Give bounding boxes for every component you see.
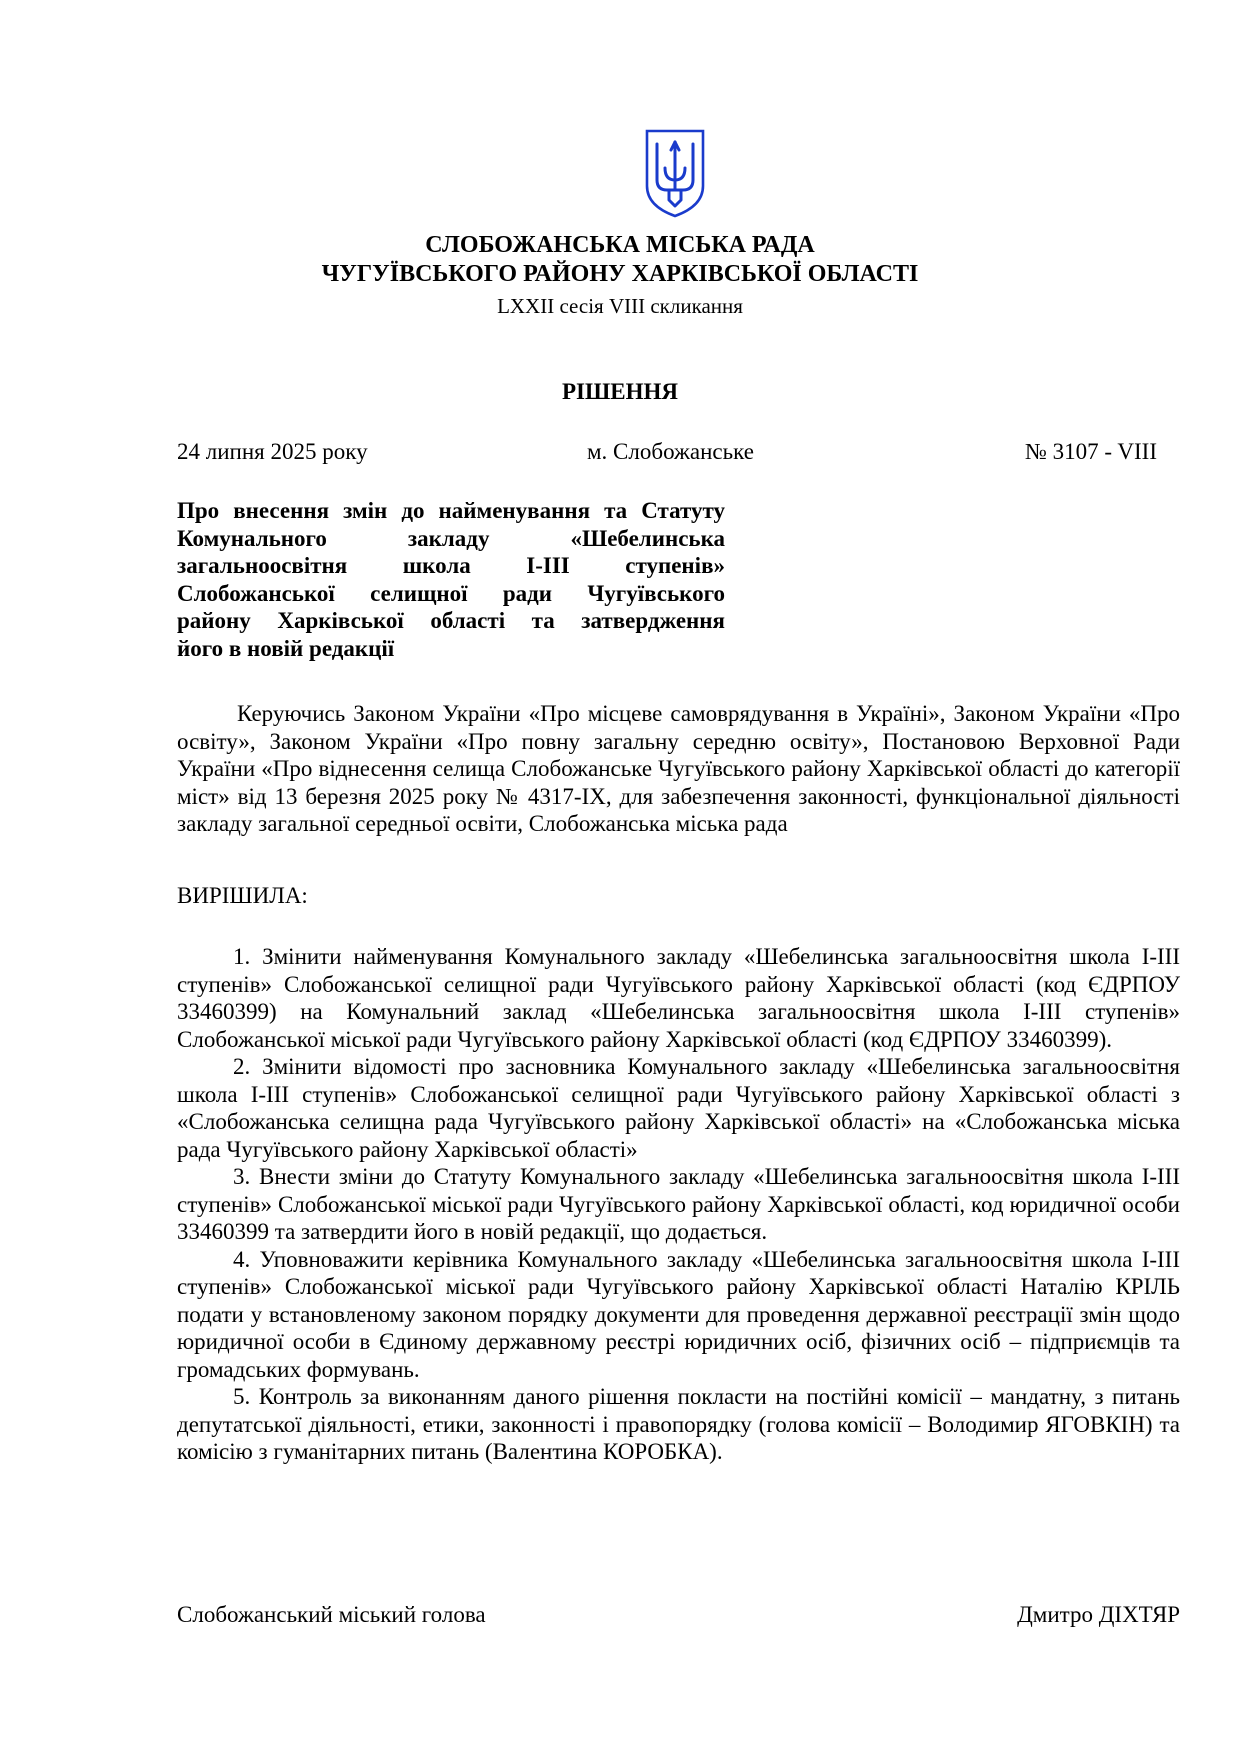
subject-line: Про внесення змін до найменування та Статуту — [177, 498, 725, 523]
signatory-name: Дмитро ДІХТЯР — [1017, 1602, 1180, 1627]
decision-date: 24 липня 2025 року — [177, 439, 368, 464]
council-name: СЛОБОЖАНСЬКА МІСЬКА РАДА — [425, 232, 815, 258]
document-title: РІШЕННЯ — [562, 379, 678, 404]
preamble-paragraph: Керуючись Законом України «Про місцеве самоврядування в Україні», Законом України «Про освіту», Законом України «Про повну загальну середню освіту», Постановою Верховної Ради України «Про віднесення селища Слобожанське Чугуївського району Харківської області до категорії міст» від 13 березня 2025 року № 4317-ІХ, для забезпечення законності, функціональної діяльності закладу загальної середньої освіти, Слобожанська міська рада — [177, 701, 1180, 836]
coat-of-arms-trident-icon — [643, 128, 707, 218]
decision-item: 4. Уповноважити керівника Комунального закладу «Шебелинська загальноосвітня школа І-ІІІ ступенів» Слобожанської міської ради Чугуївського району Харківської області Наталію КРІЛЬ подати у встановленому законом порядку документи для проведення державної реєстрації змін щодо юридичної особи в Єдиному державному реєстрі юридичних осіб, фізичних осіб – підприємців та громадських формувань. — [177, 1246, 1180, 1382]
subject-line: його в новій редакції — [177, 635, 395, 661]
subject-line: району Харківської області та затвердження — [177, 608, 725, 634]
decision-subject — [177, 497, 725, 663]
decision-item: 1. Змінити найменування Комунального закладу «Шебелинська загальноосвітня школа І-ІІІ ступенів» Слобожанської селищної ради Чугуївського району Харківської області (код ЄДРПОУ 33460399) на Комунальний заклад «Шебелинська загальноосвітня школа І-ІІІ ступенів» Слобожанської міської ради Чугуївського району Харківської області (код ЄДРПОУ 33460399). — [177, 944, 1180, 1052]
subject-line: загальноосвітня школа І-ІІІ ступенів» — [177, 553, 725, 579]
decision-item: 5. Контроль за виконанням даного рішення покласти на постійні комісії – мандатну, з питань депутатської діяльності, етики, законності і правопорядку (голова комісії – Володимир ЯГОВКІН) та комісію з гуманітарних питань (Валентина КОРОБКА). — [177, 1384, 1180, 1464]
decision-item: 2. Змінити відомості про засновника Комунального закладу «Шебелинська загальноосвітня школа І-ІІІ ступенів» Слобожанської селищної ради Чугуївського району Харківської області з «Слобожанська селищна рада Чугуївського району Харківської області» на «Слобожанська міська рада Чугуївського району Харківської області» — [177, 1054, 1180, 1162]
decision-item: 3. Внести зміни до Статуту Комунального закладу «Шебелинська загальноосвітня школа І-ІІІ ступенів» Слобожанської міської ради Чугуївського району Харківської області, код юридичної особи 33460399 та затвердити його в новій редакції, що додається. — [177, 1164, 1180, 1244]
subject-line: Комунального закладу «Шебелинська — [177, 525, 725, 551]
decision-items — [177, 943, 1180, 1466]
signatory-role: Слобожанський міський голова — [177, 1602, 486, 1627]
subject-line: Слобожанської селищної ради Чугуївського — [177, 580, 725, 606]
session-info: LXXII сесія VIII скликання — [497, 294, 743, 318]
signature-block — [177, 1601, 1180, 1631]
decided-label: ВИРІШИЛА: — [177, 883, 308, 908]
document-meta — [177, 438, 1157, 468]
decision-place: м. Слобожанське — [587, 439, 754, 464]
council-district: ЧУГУЇВСЬКОГО РАЙОНУ ХАРКІВСЬКОЇ ОБЛАСТІ — [321, 261, 919, 287]
decision-number: № 3107 - VIII — [1024, 439, 1157, 464]
